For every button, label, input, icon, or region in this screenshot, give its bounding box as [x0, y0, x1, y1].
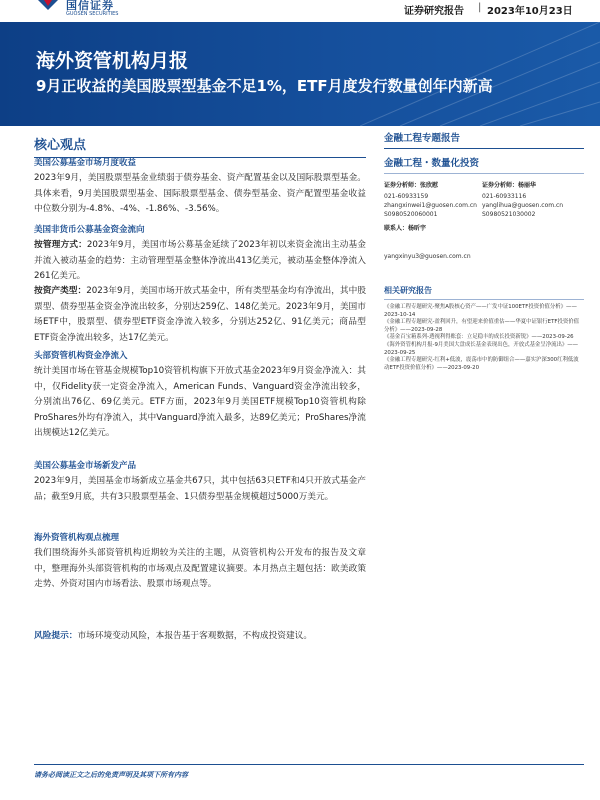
contact-email[interactable]: yangxinyu3@guosen.com.cn — [384, 253, 471, 260]
logo-cn: 国信证券 — [66, 0, 114, 12]
guosen-logo — [36, 0, 118, 20]
section-2-paragraph-2 — [34, 284, 366, 346]
banner-decoration — [360, 22, 600, 126]
analyst-2-cert: S0980521030002 — [482, 211, 536, 218]
core-view-column — [34, 130, 366, 158]
top-bar — [0, 0, 600, 22]
related-item[interactable]: 《金融工程专题研究-红利+低波，震荡市中的防御组合——嘉实沪深300红利低波动ETF投资价值分析》——2023-09-20 — [384, 357, 579, 371]
risk-label: 风险提示： — [34, 631, 78, 641]
analyst-2-name: 证券分析师：杨丽华 — [482, 182, 537, 189]
header-separator: | — [478, 2, 482, 13]
analyst-1-email[interactable]: zhangxinwei1@guosen.com.cn — [384, 202, 477, 209]
report-series: 金融工程专题报告 — [384, 133, 461, 144]
related-item[interactable]: 《金融工程专题研究-盈利回升，有望迎来价值重估——华夏中证银行ETF投资价值分析》——2023-09-28 — [384, 319, 580, 333]
footer-disclaimer: 请务必阅读正文之后的免责声明及其项下所有内容 — [34, 771, 188, 779]
section-3-paragraph: 统计美国市场在管基金规模Top10资管机构旗下开放式基金2023年9月资金净流入：其中，仅Fidelity获一定资金净流入，American Funds、Vanguard资金净流出较多，分别流出76亿、69亿美元。ETF方面，2023年9月美国ETF规模Top10资管机构除ProShares外均有净流入，其中Vanguard净流入最多，达89亿美元；ProShares净流出规模达12亿美元。 — [34, 366, 366, 439]
logo-mark-icon — [36, 0, 62, 16]
section-heading-1: 美国公募基金市场月度收益 — [34, 158, 137, 168]
core-view-title: 核心观点 — [34, 138, 87, 153]
risk-text: 市场环境变动风险，本报告基于客观数据，不构成投资建议。 — [77, 631, 312, 641]
analyst-2-email[interactable]: yanglihua@guosen.com.cn — [482, 202, 564, 209]
report-date: 2023年10月23日 — [487, 6, 573, 17]
title-banner — [0, 22, 600, 126]
footer-rule — [34, 764, 584, 765]
analyst-2-phone: 021-60933116 — [482, 193, 527, 200]
sidebar-rule-2 — [384, 173, 584, 174]
section-2-text-2: 2023年9月，美国市场开放式基金中，所有类型基金均有净流出，其中股票型、债券型基金资金净流出较多，分别达259亿、148亿美元。2023年9月，美国市场ETF中，股票型、债券型ETF资金净流入较多，分别达252亿、91亿美元；商品型ETF资金净流出较多，达17亿美元。 — [34, 286, 367, 343]
section-2-paragraph-1 — [34, 238, 366, 285]
related-rule — [384, 299, 584, 300]
report-subtitle: 9月正收益的美国股票型基金不足1%，ETF月度发行数量创年内新高 — [36, 77, 493, 95]
sidebar — [384, 130, 584, 261]
section-4-paragraph: 2023年9月，美国基金市场新成立基金共67只，其中包括63只ETF和4只开放式基金产品；截至9月底，共有3只股票型基金、1只债券型基金规模超过5000万美元。 — [34, 476, 366, 502]
section-2-text-1: 2023年9月，美国市场公募基金延续了2023年初以来资金流出主动基金并流入被动基金的趋势：主动管理型基金整体净流出413亿美元，被动基金整体净流入261亿美元。 — [34, 240, 366, 282]
report-type: 证券研究报告 — [404, 6, 464, 17]
related-item[interactable]: 《金融工程专题研究-聚焦A股核心资产——广发中证100ETF投资价值分析》——2023-10-14 — [384, 304, 577, 318]
report-category: 金融工程・数量化投资 — [384, 158, 480, 169]
section-2-label-2: 按资产类型： — [34, 286, 87, 296]
related-title: 相关研究报告 — [384, 286, 432, 295]
related-item[interactable]: 《基金百宝箱系列-透视利得账套：立足稳丰的成长投资新锐》——2023-09-26 — [384, 334, 574, 341]
analyst-1-cert: S0980520060001 — [384, 211, 438, 218]
analyst-1-phone: 021-60933159 — [384, 193, 429, 200]
related-item[interactable]: 《海外资管机构月报-9月美国大盘成长基金表现出色，开放式基金呈净流出》——2023-09-25 — [384, 341, 579, 356]
section-heading-5: 海外资管机构观点梳理 — [34, 533, 120, 543]
section-heading-2: 美国非货币公募基金资金流向 — [34, 225, 145, 235]
contact-name: 联系人：杨昕宇 — [384, 225, 427, 232]
section-heading-4: 美国公募基金市场新发产品 — [34, 461, 137, 471]
sidebar-rule-1 — [384, 148, 584, 149]
logo-en: GUOSEN SECURITIES — [66, 11, 119, 17]
related-reports — [384, 285, 584, 372]
section-1-paragraph: 2023年9月，美国股票型基金业绩弱于债券基金、资产配置基金以及国际股票型基金。具体来看，9月美国股票型基金、国际股票型基金、债券型基金、资产配置型基金收益中位数分别为-4.8%、-4%、-1.86%、-3.56%。 — [34, 173, 366, 215]
section-heading-3: 头部资管机构资金净流入 — [34, 351, 128, 361]
risk-warning — [34, 629, 312, 641]
analyst-1-name: 证券分析师：张欣慰 — [384, 182, 439, 189]
section-2-label-1: 按管理方式： — [34, 240, 87, 250]
section-5-paragraph: 我们围绕海外头部资管机构近期较为关注的主题，从资管机构公开发布的报告及文章中，整理海外头部资管机构的市场观点及配置建议摘要。本月热点主题包括：欧美政策走势、外资对国内市场看法、股票市场观点等。 — [34, 548, 366, 590]
report-title: 海外资管机构月报 — [36, 50, 189, 72]
